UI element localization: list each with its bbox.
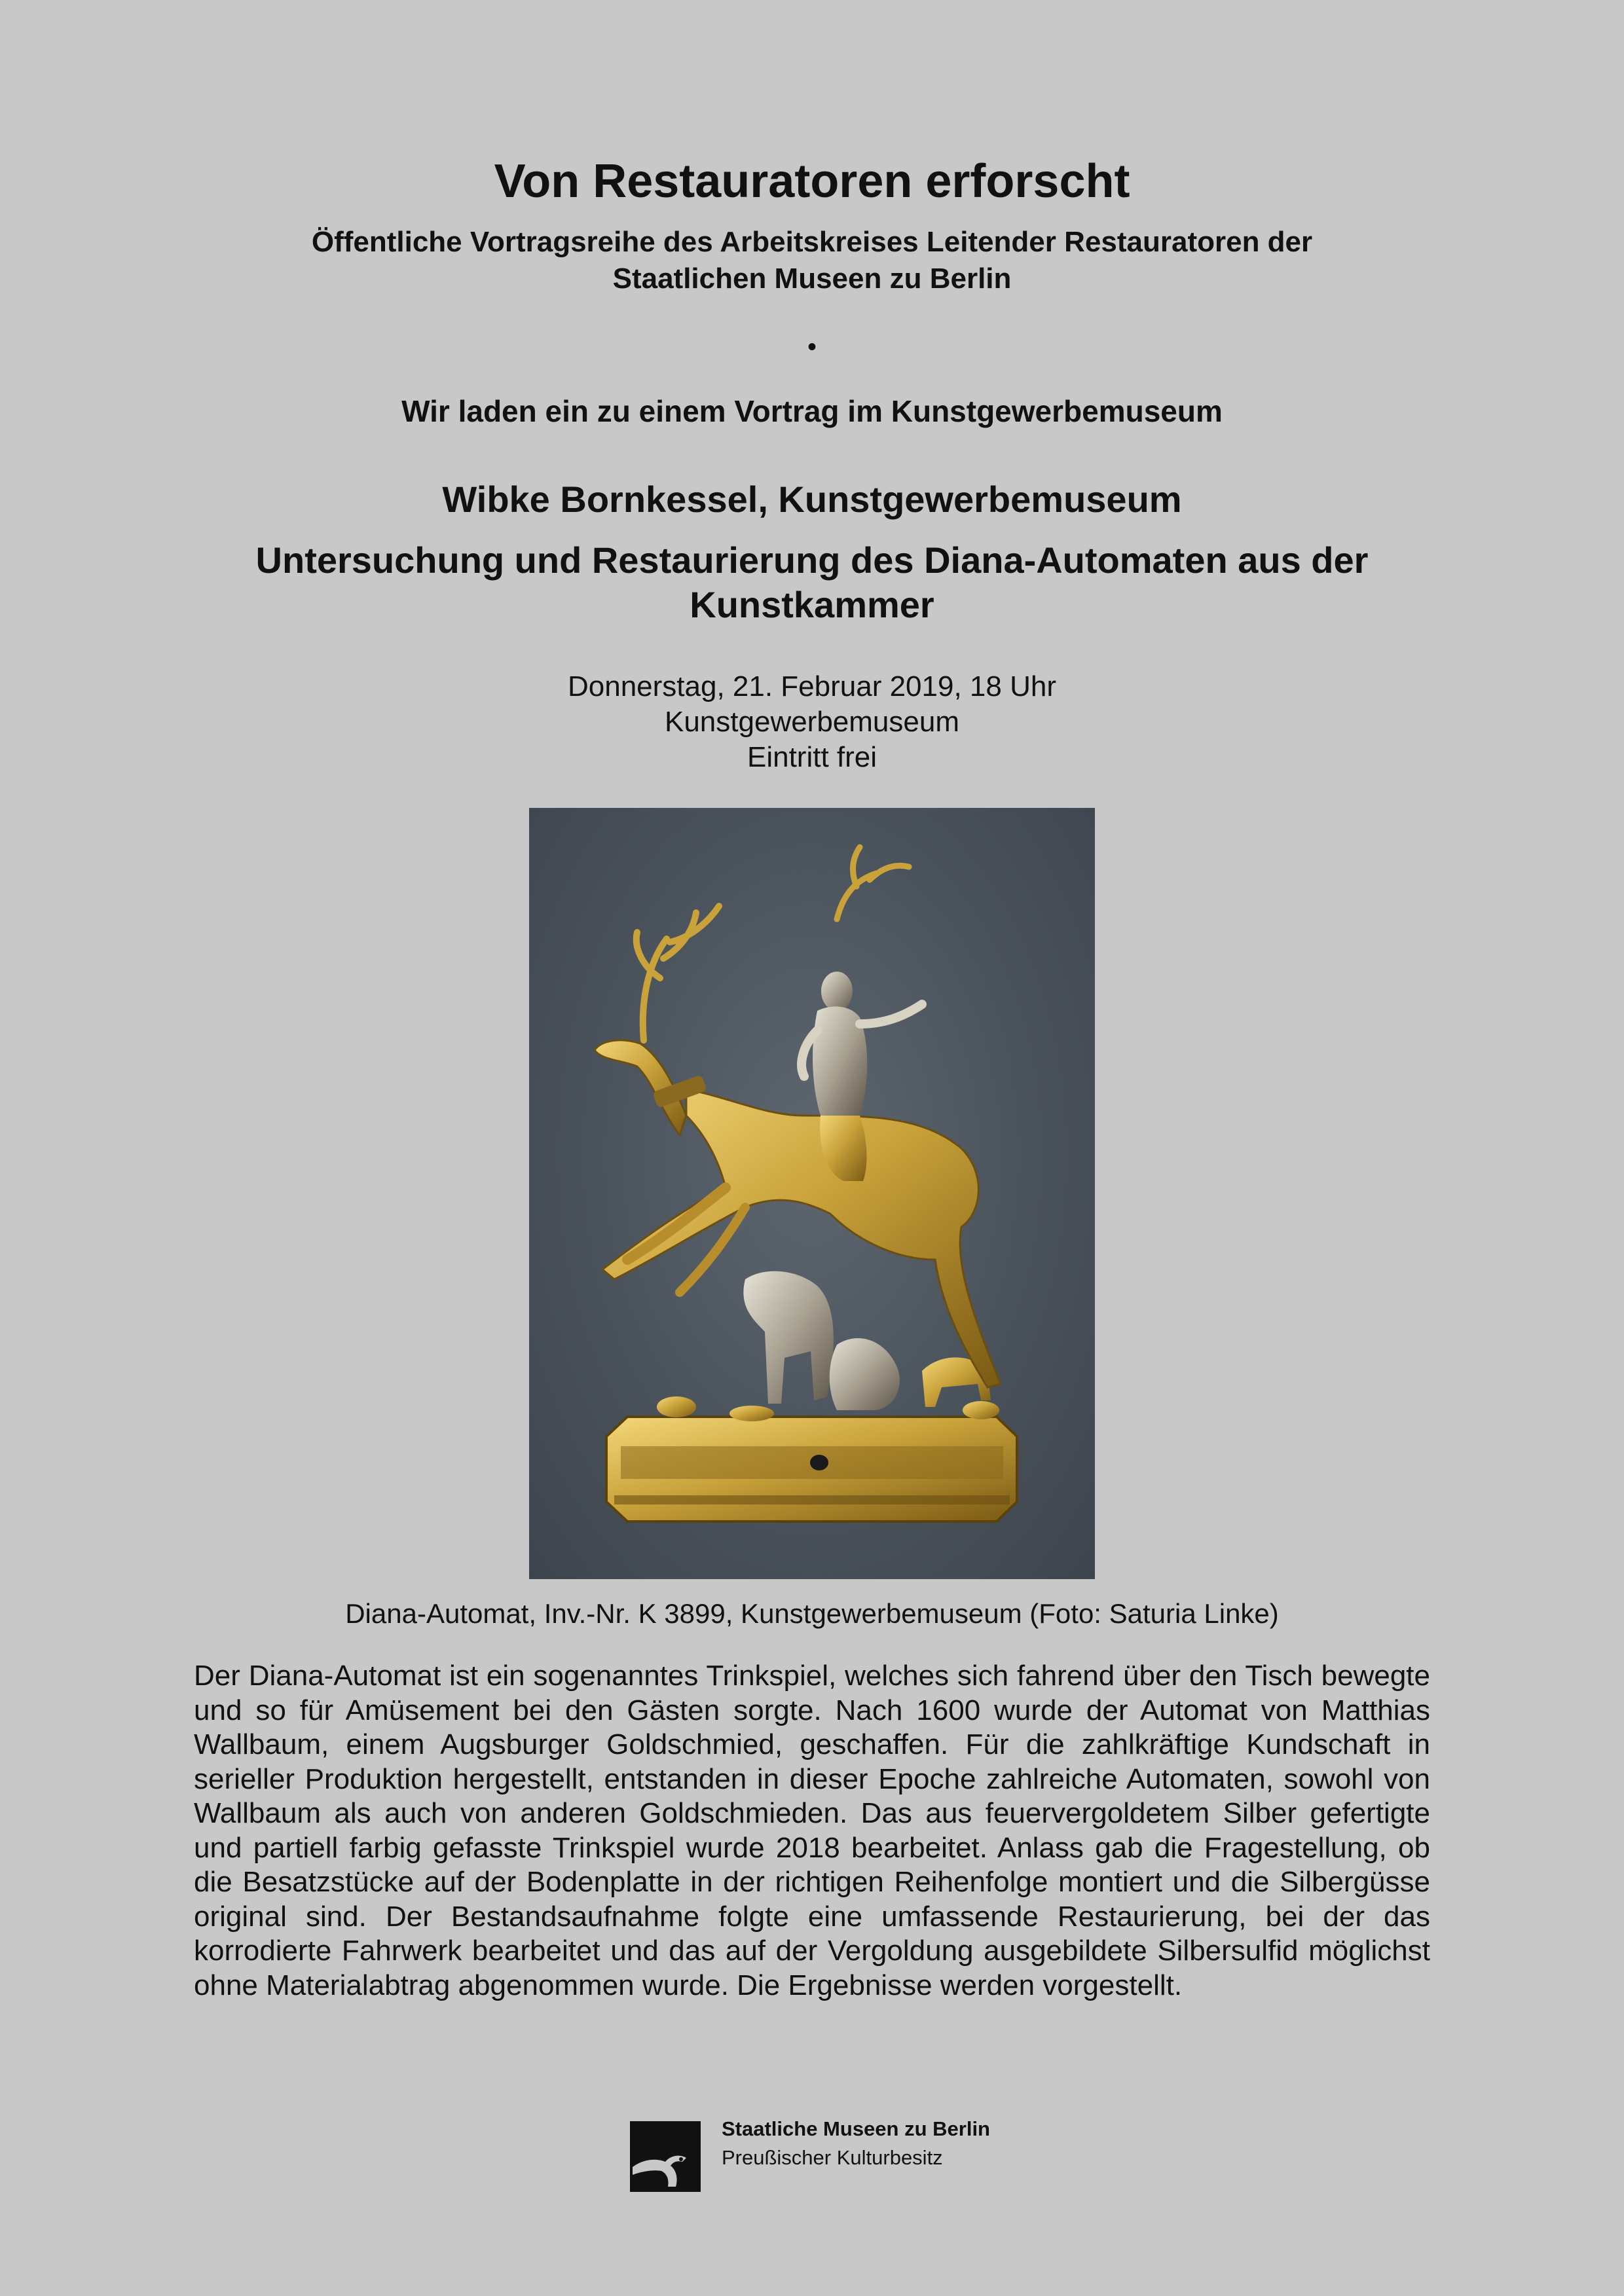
separator-bullet: • — [807, 333, 817, 361]
event-date: Donnerstag, 21. Februar 2019, 18 Uhr — [567, 670, 1056, 702]
speaker-line: Wibke Bornkessel, Kunstgewerbemuseum — [442, 479, 1182, 520]
foundation-name: Preußischer Kulturbesitz — [722, 2146, 943, 2169]
diana-automat-illustration-icon — [529, 808, 1095, 1579]
event-details — [0, 669, 1624, 775]
poster-title: Von Restauratoren erforscht — [494, 155, 1130, 208]
smb-eagle-logo-icon — [630, 2121, 701, 2192]
lecture-series-subtitle — [0, 224, 1624, 297]
subtitle-line-2: Staatlichen Museen zu Berlin — [612, 263, 1012, 295]
photo-caption: Diana-Automat, Inv.-Nr. K 3899, Kunstgewerbemuseum (Foto: Saturia Linke) — [345, 1598, 1279, 1629]
invitation-line: Wir laden ein zu einem Vortrag im Kunstgewerbemuseum — [401, 394, 1223, 428]
smb-logo — [630, 2116, 1049, 2195]
talk-title: Untersuchung und Restaurierung des Diana-Automaten aus der Kunstkammer — [255, 539, 1369, 625]
institution-name: Staatliche Museen zu Berlin — [722, 2117, 990, 2140]
diana-automat-photo — [529, 808, 1095, 1579]
event-admission: Eintritt frei — [747, 741, 877, 773]
subtitle-line-1: Öffentliche Vortragsreihe des Arbeitskreises Leitender Restauratoren der — [311, 226, 1313, 258]
description-paragraph: Der Diana-Automat ist ein sogenanntes Trinkspiel, welches sich fahrend über den Tisch bewegte und so für Amüsement bei den Gästen sorgte. Nach 1600 wurde der Automat von Matthias Wallbaum, einem Augsburger Goldschmied, geschaffen. Für die zahlkräftige Kundschaft in serieller Produktion hergestellt, entstanden in dieser Epoche zahlreiche Automaten, sowohl von Wallbaum als auch von anderen Goldschmieden. Das aus feuervergoldetem Silber gefertigte und partiell farbig gefasste Trinkspiel wurde 2018 bearbeitet. Anlass gab die Fragestellung, ob die Besatzstücke auf der Bodenplatte in der richtigen Reihenfolge montiert und die Silbergüsse original sind. Der Bestandsaufnahme folgte eine umfassende Restaurierung, bei der das korrodierte Fahrwerk bearbeitet und das auf der Vergoldung ausgebildete Silbersulfid möglichst ohne Materialabtrag abgenommen wurde. Die Ergebnisse werden vorgestellt. — [194, 1660, 1430, 2001]
event-venue: Kunstgewerbemuseum — [664, 706, 959, 738]
